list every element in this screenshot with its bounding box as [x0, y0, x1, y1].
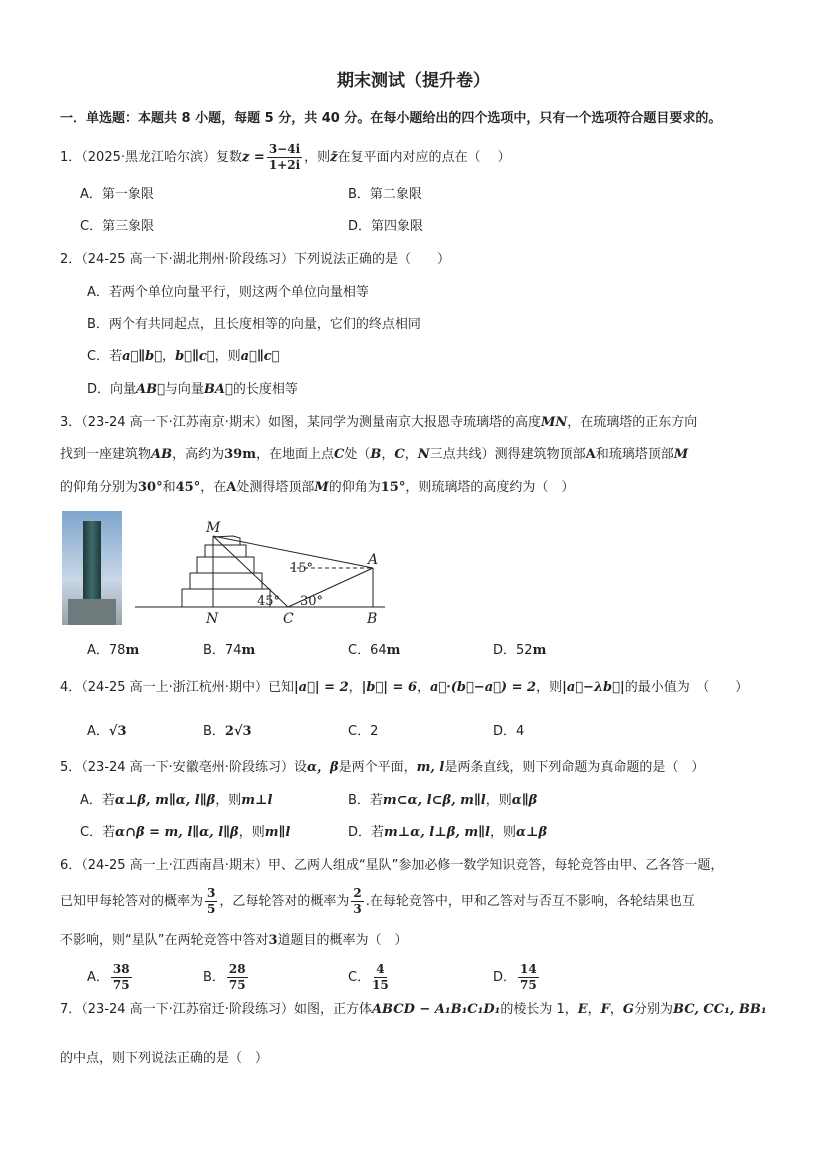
- q7-text: 分别为: [634, 1002, 674, 1017]
- num: 4: [376, 962, 385, 976]
- q3d-unit: m: [532, 643, 547, 658]
- q4-math: |b⃗| = 6: [361, 680, 417, 695]
- q4-sep: ，则: [536, 680, 563, 695]
- section-heading: 一．单选题：本题共 8 小题，每题 5 分，共 40 分。在每小题给出的四个选项中，只有一个选项符合题目要求的。: [60, 111, 722, 126]
- question-5: [60, 759, 704, 777]
- q2c-sep: ，: [162, 349, 176, 364]
- q3c-unit: m: [386, 643, 401, 658]
- q5-text: 是两条直线，则下列命题为真命题的是（ ）: [444, 760, 705, 775]
- question-3-line1: [60, 414, 697, 432]
- q6-math: 3: [268, 933, 278, 948]
- q3a-text: A．78: [87, 643, 126, 658]
- q5-math: m, l: [416, 760, 445, 775]
- question-6-line2: [60, 886, 695, 918]
- opt-text: ，则: [215, 793, 242, 808]
- q2-option-c[interactable]: [87, 348, 279, 366]
- q7-math: E: [577, 1002, 588, 1017]
- q1-source: 1．（2025·黑龙江哈尔滨）复数: [60, 150, 242, 165]
- q1-option-b[interactable]: B．第二象限: [348, 187, 422, 202]
- q5-text: 5．（23-24 高一下·安徽亳州·阶段练习）设: [60, 760, 307, 775]
- q4-sep: ，: [348, 680, 362, 695]
- q3-option-c[interactable]: [348, 642, 400, 660]
- opt-math: m⊥α, l⊥β, m∥l: [384, 825, 490, 840]
- q3-text: 处（: [344, 447, 371, 462]
- q6-text: 已知甲每轮答对的概率为: [60, 894, 204, 909]
- angle-45: 45°: [257, 594, 281, 609]
- q3-math: MN: [540, 415, 568, 430]
- den: 15: [372, 978, 389, 992]
- q2c-math2: b⃗∥c⃗: [175, 349, 215, 364]
- opt-fraction: [518, 962, 539, 993]
- q5-option-b[interactable]: [348, 792, 537, 810]
- q3-math: A: [585, 447, 596, 462]
- q3b-text: B．74: [203, 643, 242, 658]
- den: 5: [207, 902, 216, 916]
- q3b-unit: m: [241, 643, 256, 658]
- opt-text: D．若: [348, 825, 385, 840]
- pagoda-photo: [62, 511, 122, 625]
- question-6-line3: [60, 932, 408, 950]
- q7-sep: ，: [609, 1002, 623, 1017]
- question-2: 2．（24-25 高一下·湖北荆州·阶段练习）下列说法正确的是（ ）: [60, 252, 450, 267]
- q4-option-a[interactable]: [87, 723, 127, 741]
- q3-text: 处测得塔顶部: [236, 480, 315, 495]
- q7-text: 的棱长为 1，: [500, 1002, 578, 1017]
- q2d-mid: 与向量: [164, 382, 204, 397]
- q5-text: 是两个平面，: [338, 760, 417, 775]
- q3-text: 和: [162, 480, 176, 495]
- q5-option-a[interactable]: [80, 792, 272, 810]
- num: 3: [207, 886, 216, 900]
- q4-sep: ，: [417, 680, 431, 695]
- q6-text: .在每轮竞答中，甲和乙答对与否互不影响，各轮结果也互: [365, 894, 695, 909]
- q7-text: 7．（23-24 高一下·江苏宿迁·阶段练习）如图，正方体: [60, 1002, 372, 1017]
- q3-math: AB: [151, 447, 173, 462]
- q3-text: 和琉璃塔顶部: [595, 447, 674, 462]
- q4-option-c[interactable]: C．2: [348, 724, 379, 739]
- q3d-text: D．52: [493, 643, 533, 658]
- q3a-unit: m: [125, 643, 140, 658]
- opt-fraction: [372, 962, 389, 993]
- q2c-math1: a⃗∥b⃗: [122, 349, 163, 364]
- q6-fraction-1: [205, 886, 217, 917]
- opt-label: C．: [348, 970, 371, 985]
- q6-text: ，乙每轮答对的概率为: [219, 894, 350, 909]
- q2-option-a[interactable]: A．若两个单位向量平行，则这两个单位向量相等: [87, 285, 369, 300]
- opt-text: B．若: [348, 793, 383, 808]
- q1-option-c[interactable]: C．第三象限: [80, 219, 155, 234]
- q3-math: B: [370, 447, 382, 462]
- q4-option-d[interactable]: D．4: [493, 724, 525, 739]
- q6-text: 道题目的概率为（ ）: [277, 933, 408, 948]
- num: 28: [228, 962, 246, 976]
- q3-text: 的仰角分别为: [60, 480, 139, 495]
- opt-label: A．: [87, 970, 109, 985]
- q4-math: a⃗·(b⃗−a⃗) = 2: [430, 680, 537, 695]
- q3-text: 找到一座建筑物: [60, 447, 152, 462]
- question-7-line2: 的中点，则下列说法正确的是（ ）: [60, 1051, 269, 1066]
- opt-math: m∥l: [264, 825, 291, 840]
- q7-sep: ，: [587, 1002, 601, 1017]
- opt-math: α∩β = m, l∥α, l∥β: [115, 825, 239, 840]
- q1-num: 3−4i: [268, 142, 301, 156]
- opt-math: α∥β: [511, 793, 538, 808]
- opt-text: ，则: [238, 825, 265, 840]
- q1-text: ，则: [304, 150, 331, 165]
- opt-fraction: [111, 962, 132, 993]
- q1-den: 1+2i: [268, 158, 301, 172]
- opt-fraction: [227, 962, 248, 993]
- q3-text: ，则琉璃塔的高度约为（ ）: [405, 480, 575, 495]
- label-m: M: [206, 520, 221, 536]
- num: 2: [353, 886, 362, 900]
- opt-text: A．若: [80, 793, 115, 808]
- q3-text: ，在: [200, 480, 227, 495]
- opt-math: α⊥β, m∥α, l∥β: [114, 793, 216, 808]
- angle-15: 15°: [290, 561, 314, 576]
- q7-math: ABCD − A₁B₁C₁D₁: [371, 1002, 501, 1017]
- q3-math: A: [226, 480, 237, 495]
- label-n: N: [206, 611, 219, 627]
- q3-text: ，在地面上点: [255, 447, 334, 462]
- question-3-line2: [60, 446, 688, 464]
- q3-text: 的仰角为: [328, 480, 381, 495]
- q6-text: 不影响，则“星队”在两轮竞答中答对: [60, 933, 269, 948]
- opt-text: C．若: [80, 825, 116, 840]
- q3-text: ，高约为: [172, 447, 225, 462]
- opt-math: m⊂α, l⊂β, m∥l: [382, 793, 486, 808]
- q5-math: α，β: [306, 760, 339, 775]
- num: 38: [112, 962, 130, 976]
- question-1: [60, 142, 511, 174]
- den: 75: [112, 978, 130, 992]
- q4-math: |a⃗| = 2: [293, 680, 349, 695]
- q3-math: 39m: [224, 447, 256, 462]
- q6-fraction-2: [351, 886, 363, 917]
- opt-text: ，则: [485, 793, 512, 808]
- q2-option-d[interactable]: [87, 381, 298, 399]
- q4b-label: B．: [203, 724, 225, 739]
- q3-option-d[interactable]: [493, 642, 546, 660]
- q3-option-a[interactable]: [87, 642, 139, 660]
- q3c-text: C．64: [348, 643, 387, 658]
- q1-text2: 在复平面内对应的点在（ ）: [337, 150, 511, 165]
- q5-option-d[interactable]: [348, 824, 547, 842]
- q3-math: N: [417, 447, 430, 462]
- q1-zbar: z̄: [330, 150, 338, 165]
- q3-math: C: [394, 447, 405, 462]
- q3-math: M: [314, 480, 329, 495]
- label-b: B: [367, 611, 378, 627]
- q2d-math1: AB⃗: [136, 382, 165, 397]
- question-3-line3: [60, 479, 574, 497]
- q3-option-b[interactable]: [203, 642, 255, 660]
- q3-math: M: [673, 447, 689, 462]
- label-c: C: [283, 611, 294, 627]
- q1-fraction: [267, 142, 302, 173]
- opt-label: B．: [203, 970, 225, 985]
- q1-option-d[interactable]: D．第四象限: [348, 219, 424, 234]
- question-7-line1: [60, 1001, 767, 1019]
- q2c-text: C．若: [87, 349, 123, 364]
- q5-option-c[interactable]: [80, 824, 290, 842]
- q4b-value: 2√3: [224, 724, 252, 739]
- q6-option-c[interactable]: [348, 962, 391, 994]
- q3-math: C: [333, 447, 345, 462]
- label-a: A: [368, 552, 379, 568]
- den: 75: [228, 978, 246, 992]
- opt-text: ，则: [489, 825, 516, 840]
- pagoda-diagram: [130, 510, 390, 628]
- q4a-label: A．: [87, 724, 109, 739]
- q7-math: F: [600, 1002, 610, 1017]
- den: 75: [520, 978, 537, 992]
- q2-option-b[interactable]: B．两个有共同起点，且长度相等的向量，它们的终点相同: [87, 317, 421, 332]
- page-title: 期末测试（提升卷）: [337, 71, 490, 91]
- q7-math: BC, CC₁, BB₁: [673, 1002, 767, 1017]
- q7-math: G: [622, 1002, 635, 1017]
- q3-math: 15°: [380, 480, 406, 495]
- q2d-text: D．向量: [87, 382, 137, 397]
- num: 14: [520, 962, 537, 976]
- q4-text: 的最小值为 （ ）: [624, 680, 749, 695]
- opt-math: α⊥β: [516, 825, 548, 840]
- q4-math: |a⃗−λb⃗|: [562, 680, 625, 695]
- opt-math: m⊥l: [241, 793, 273, 808]
- q3-math: 30°: [138, 480, 163, 495]
- q1-option-a[interactable]: A．第一象限: [80, 187, 154, 202]
- q4a-value: √3: [108, 724, 127, 739]
- q3-text: 3．（23-24 高一下·江苏南京·期末）如图，某同学为测量南京大报恩寺琉璃塔的高度: [60, 415, 541, 430]
- q6-option-d[interactable]: [493, 962, 541, 994]
- angle-30: 30°: [300, 594, 324, 609]
- q3-text: 三点共线）测得建筑物顶部: [429, 447, 586, 462]
- question-6-line1: 6．（24-25 高一上·江西南昌·期末）甲、乙两人组成“星队”参加必修一数学知识竞答，每轮竞答由甲、乙各答一题，: [60, 858, 724, 873]
- question-4: [60, 679, 748, 697]
- q2d-math2: BA⃗: [203, 382, 233, 397]
- opt-label: D．: [493, 970, 517, 985]
- q3-text: ，: [381, 447, 395, 462]
- q2c-then: ，则: [214, 349, 241, 364]
- q4-text: 4．（24-25 高一上·浙江杭州·期中）已知: [60, 680, 294, 695]
- q2d-post: 的长度相等: [232, 382, 298, 397]
- q6-option-b[interactable]: [203, 962, 250, 994]
- q3-text: ，在琉璃塔的正东方向: [567, 415, 698, 430]
- q3-math: 45°: [175, 480, 201, 495]
- q3-text: ，: [404, 447, 418, 462]
- q4-option-b[interactable]: [203, 723, 252, 741]
- q1-z: z =: [242, 150, 265, 165]
- q6-option-a[interactable]: [87, 962, 134, 994]
- q2c-math3: a⃗∥c⃗: [240, 349, 280, 364]
- den: 3: [353, 902, 362, 916]
